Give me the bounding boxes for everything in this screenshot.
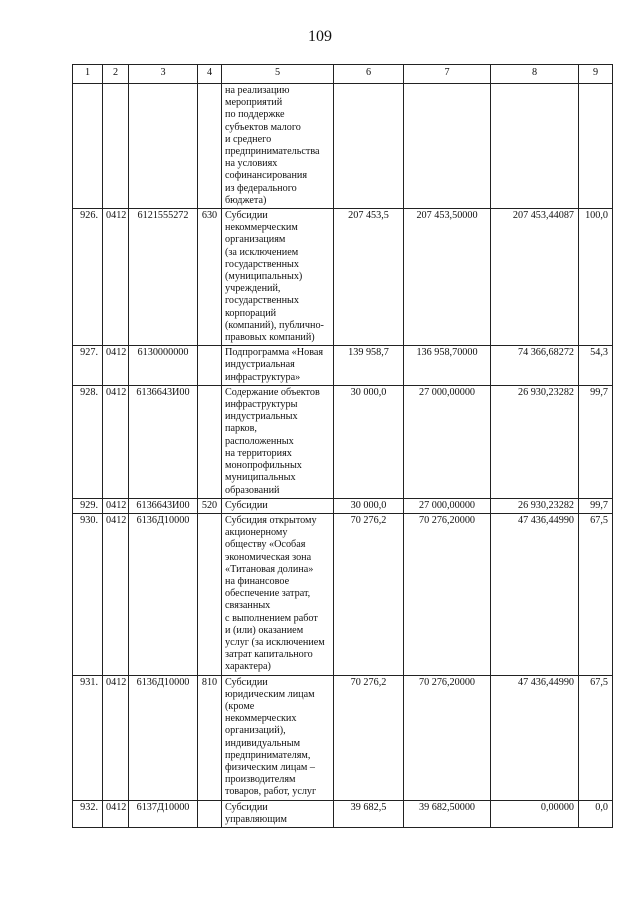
expense-type-code: 810: [198, 675, 222, 800]
refined-amount: 70 276,20000: [404, 513, 491, 675]
column-header: 5: [222, 65, 334, 84]
refined-amount: 39 682,50000: [404, 800, 491, 827]
page-number: 109: [308, 28, 332, 45]
expense-type-code: [198, 346, 222, 386]
planned-amount: 30 000,0: [334, 498, 404, 513]
expense-name: Субсидии: [222, 498, 334, 513]
table-row: [73, 385, 613, 498]
row-number: 932.: [73, 800, 103, 827]
execution-percent: 99,7: [579, 498, 613, 513]
section-code: 0412: [103, 209, 129, 346]
table-row: [73, 675, 613, 800]
planned-amount: 70 276,2: [334, 513, 404, 675]
column-header: 1: [73, 65, 103, 84]
expense-name: Подпрограмма «Новая индустриальная инфраструктура»: [222, 346, 334, 386]
executed-amount: 47 436,44990: [491, 513, 579, 675]
row-number: 931.: [73, 675, 103, 800]
executed-amount: 207 453,44087: [491, 209, 579, 346]
column-header: 2: [103, 65, 129, 84]
expense-type-code: [198, 800, 222, 827]
expense-name: Субсидии юридическим лицам (кроме некоммерческих организаций), индивидуальным предпринимателям, физическим лицам – производителям товаров, работ, услуг: [222, 675, 334, 800]
row-number: 926.: [73, 209, 103, 346]
column-header: 6: [334, 65, 404, 84]
column-header: 4: [198, 65, 222, 84]
row-number: 928.: [73, 385, 103, 498]
execution-percent: 67,5: [579, 675, 613, 800]
execution-percent: 100,0: [579, 209, 613, 346]
table-row: [73, 346, 613, 386]
planned-amount: 39 682,5: [334, 800, 404, 827]
target-article-code: 6130000000: [129, 346, 198, 386]
planned-amount: 139 958,7: [334, 346, 404, 386]
expense-name: Содержание объектов инфраструктуры индустриальных парков, расположенных на территориях монопрофильных муниципальных образований: [222, 385, 334, 498]
column-header: 9: [579, 65, 613, 84]
target-article-code: 6136643И00: [129, 385, 198, 498]
expense-name: Субсидии управляющим: [222, 800, 334, 827]
table-row: [73, 209, 613, 346]
execution-percent: 67,5: [579, 513, 613, 675]
refined-amount: 27 000,00000: [404, 498, 491, 513]
expense-name: Субсидии некоммерческим организациям (за исключением государственных (муниципальных) учреждений, государственных корпораций (компаний), публично- правовых компаний): [222, 209, 334, 346]
execution-percent: 99,7: [579, 385, 613, 498]
table-row: [73, 800, 613, 827]
target-article-code: 6136Д10000: [129, 675, 198, 800]
target-article-code: 6137Д10000: [129, 800, 198, 827]
column-header: 7: [404, 65, 491, 84]
column-header: 3: [129, 65, 198, 84]
section-code: 0412: [103, 498, 129, 513]
executed-amount: 74 366,68272: [491, 346, 579, 386]
execution-percent: 0,0: [579, 800, 613, 827]
target-article-code: 6136643И00: [129, 498, 198, 513]
planned-amount: 207 453,5: [334, 209, 404, 346]
expense-name: на реализацию мероприятий по поддержке субъектов малого и среднего предпринимательства на условиях софинансирования из федерального бюджета): [222, 84, 334, 209]
row-number: 930.: [73, 513, 103, 675]
refined-amount: 27 000,00000: [404, 385, 491, 498]
table-row: [73, 84, 613, 209]
executed-amount: 26 930,23282: [491, 385, 579, 498]
execution-percent: 54,3: [579, 346, 613, 386]
budget-table: [72, 64, 613, 828]
target-article-code: [129, 84, 198, 209]
executed-amount: 26 930,23282: [491, 498, 579, 513]
section-code: 0412: [103, 346, 129, 386]
table-row: [73, 498, 613, 513]
executed-amount: 47 436,44990: [491, 675, 579, 800]
refined-amount: 70 276,20000: [404, 675, 491, 800]
executed-amount: [491, 84, 579, 209]
section-code: 0412: [103, 800, 129, 827]
header-row: [73, 65, 613, 84]
planned-amount: 70 276,2: [334, 675, 404, 800]
expense-name: Субсидия открытому акционерному обществу «Особая экономическая зона «Титановая долина» на финансовое обеспечение затрат, связанных с выполнением работ и (или) оказанием услуг (за исключением затрат капитального характера): [222, 513, 334, 675]
expense-type-code: [198, 513, 222, 675]
section-code: [103, 84, 129, 209]
column-header: 8: [491, 65, 579, 84]
expense-type-code: [198, 385, 222, 498]
expense-type-code: 630: [198, 209, 222, 346]
refined-amount: 207 453,50000: [404, 209, 491, 346]
planned-amount: [334, 84, 404, 209]
expense-type-code: 520: [198, 498, 222, 513]
section-code: 0412: [103, 513, 129, 675]
expense-type-code: [198, 84, 222, 209]
target-article-code: 6121555272: [129, 209, 198, 346]
row-number: 927.: [73, 346, 103, 386]
table-body: [73, 84, 613, 828]
execution-percent: [579, 84, 613, 209]
refined-amount: 136 958,70000: [404, 346, 491, 386]
table-row: [73, 513, 613, 675]
planned-amount: 30 000,0: [334, 385, 404, 498]
target-article-code: 6136Д10000: [129, 513, 198, 675]
section-code: 0412: [103, 385, 129, 498]
section-code: 0412: [103, 675, 129, 800]
refined-amount: [404, 84, 491, 209]
row-number: [73, 84, 103, 209]
row-number: 929.: [73, 498, 103, 513]
executed-amount: 0,00000: [491, 800, 579, 827]
